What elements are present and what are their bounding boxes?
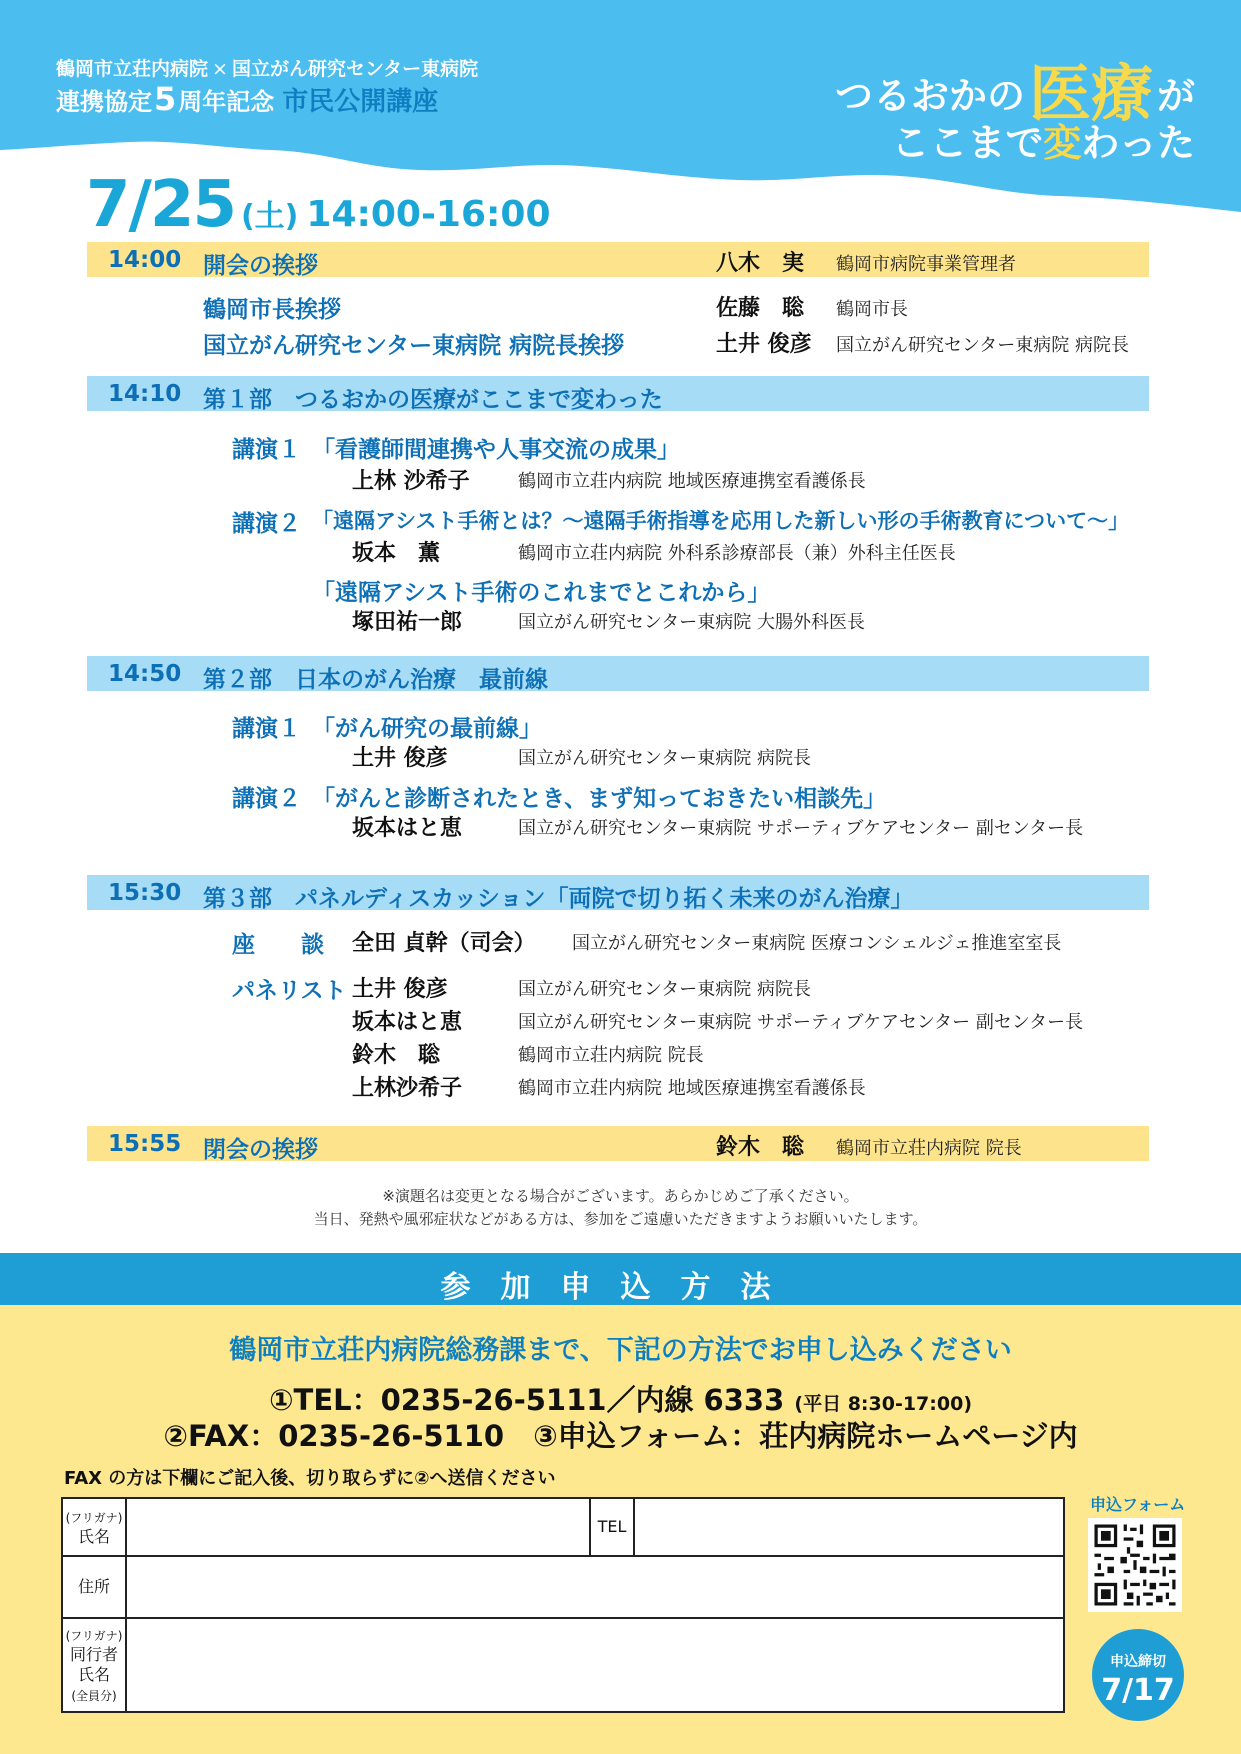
- companion-input-cell[interactable]: [126, 1618, 1064, 1712]
- address-label: 住所: [77, 1577, 110, 1596]
- anniversary-number: 5: [154, 80, 177, 118]
- apply-fax-form: ②FAX：0235-26-5110 ③申込フォーム：荘内病院ホームページ内: [163, 1419, 1078, 1453]
- qr-code-icon: [1088, 1518, 1182, 1612]
- application-form: [61, 1497, 1065, 1713]
- part1-lecture2-name: 坂本 薫: [352, 541, 441, 566]
- qr-code[interactable]: [1088, 1518, 1182, 1612]
- panelist-name: 坂本はと恵: [352, 1010, 463, 1035]
- panelist-role: 国立がん研究センター東病院 病院長: [518, 979, 811, 1000]
- header-anniversary: [56, 80, 438, 118]
- part2-lecture2-label: 講演２: [232, 786, 301, 812]
- companion-note: (全員分): [71, 1689, 117, 1703]
- part1-lecture3-name: 塚田祐一郎: [352, 610, 463, 635]
- apply-section-title: 参加申込方法: [440, 1270, 801, 1305]
- note-line1: ※演題名は変更となる場合がございます。あらかじめご了承ください。: [382, 1187, 859, 1205]
- tel-input-cell[interactable]: [634, 1498, 1064, 1556]
- opening-name: 八木 実: [716, 251, 805, 276]
- opening-title: 開会の挨拶: [203, 253, 318, 279]
- name-input-cell[interactable]: [126, 1498, 590, 1556]
- catch2-post: わった: [1081, 121, 1195, 165]
- part1-lecture2-label: 講演２: [232, 511, 301, 537]
- part2-lecture2-name: 坂本はと恵: [352, 816, 463, 841]
- part1-lecture2-title: 「遠隔アシスト手術とは？〜遠隔手術指導を応用した新しい形の手術教育について〜」: [312, 509, 1130, 533]
- deadline-label: 申込締切: [1110, 1654, 1166, 1670]
- event-date: [86, 168, 551, 242]
- part1-lecture3-role: 国立がん研究センター東病院 大腸外科医長: [518, 612, 865, 633]
- catch1-big: 医療: [1028, 57, 1153, 130]
- catch1-post: が: [1156, 74, 1195, 118]
- address-label-cell: [62, 1556, 126, 1618]
- panelist-name: 土井 俊彦: [352, 977, 448, 1002]
- mayor-name: 佐藤 聡: [716, 296, 805, 321]
- part2-lecture2-title: 「がんと診断されたとき、まず知っておきたい相談先」: [312, 786, 887, 812]
- companion-furigana-label: (フリガナ): [65, 1629, 123, 1643]
- opening-role: 鶴岡市病院事業管理者: [836, 254, 1016, 275]
- mayor-role: 鶴岡市長: [836, 299, 908, 320]
- opening-time: 14:00: [108, 247, 182, 273]
- catchphrase-line2: [891, 112, 1195, 167]
- companion-label-cell: [62, 1618, 126, 1712]
- apply-tel: ①TEL：0235-26-5111／内線 6333: [268, 1383, 785, 1417]
- closing-name: 鈴木 聡: [716, 1135, 805, 1160]
- fax-note: FAX の方は下欄にご記入後、切り取らずに②へ送信ください: [64, 1468, 556, 1489]
- apply-tel-hours: (平日 8:30-17:00): [794, 1393, 972, 1415]
- lecture-type: 市民公開講座: [282, 87, 439, 117]
- catch1-pre: つるおかの: [834, 74, 1025, 118]
- furigana-label: (フリガナ): [65, 1511, 123, 1525]
- part1-title: 第１部 つるおかの医療がここまで変わった: [203, 387, 663, 413]
- director-name: 土井 俊彦: [716, 332, 812, 357]
- cross-text: ×: [212, 58, 228, 80]
- anniversary-pre: 連携協定: [56, 88, 152, 116]
- part3-title: 第３部 パネルディスカッション「両院で切り拓く未来のがん治療」: [203, 886, 914, 912]
- part1-lecture1-role: 鶴岡市立荘内病院 地域医療連携室看護係長: [518, 471, 866, 492]
- part3-panel-label: パネリスト: [232, 978, 347, 1004]
- part2-lecture1-role: 国立がん研究センター東病院 病院長: [518, 748, 811, 769]
- part3-chair-role: 国立がん研究センター東病院 医療コンシェルジェ推進室室長: [572, 933, 1062, 954]
- mayor-title: 鶴岡市長挨拶: [203, 297, 341, 323]
- part1-lecture1-label: 講演１: [232, 437, 301, 463]
- closing-role: 鶴岡市立荘内病院 院長: [836, 1138, 1022, 1159]
- hospital1-text: 鶴岡市立荘内病院: [56, 58, 209, 80]
- part2-lecture2-role: 国立がん研究センター東病院 サポーティブケアセンター 副センター長: [518, 818, 1084, 839]
- part3-chair-label: 座 談: [232, 932, 324, 958]
- deadline-date: 7/17: [1101, 1673, 1175, 1708]
- catch2-pre: ここまで: [891, 121, 1044, 165]
- panelist-name: 鈴木 聡: [352, 1043, 441, 1068]
- catch2-highlight: 変: [1043, 121, 1082, 165]
- name-label-cell: [62, 1498, 126, 1556]
- companion-name-label: 氏名: [77, 1665, 110, 1684]
- part1-lecture1-name: 上林 沙希子: [352, 469, 470, 494]
- apply-tel-line: [0, 1378, 1241, 1419]
- director-role: 国立がん研究センター東病院 病院長: [836, 335, 1129, 356]
- part2-lecture1-name: 土井 俊彦: [352, 746, 448, 771]
- date-weekday: (土): [240, 199, 299, 234]
- panelist-name: 上林沙希子: [352, 1076, 463, 1101]
- closing-title: 閉会の挨拶: [203, 1137, 318, 1163]
- part2-title: 第２部 日本のがん治療 最前線: [203, 667, 548, 693]
- part3-time: 15:30: [108, 880, 182, 906]
- qr-label: 申込フォーム: [1090, 1495, 1186, 1514]
- part2-time: 14:50: [108, 661, 182, 687]
- panelist-role: 国立がん研究センター東病院 サポーティブケアセンター 副センター長: [518, 1012, 1084, 1033]
- panelist-role: 鶴岡市立荘内病院 院長: [518, 1045, 704, 1066]
- name-label: 氏名: [77, 1527, 110, 1546]
- part1-lecture2-role: 鶴岡市立荘内病院 外科系診療部長（兼）外科主任医長: [518, 543, 956, 564]
- part1-lecture1-title: 「看護師間連携や人事交流の成果」: [312, 437, 680, 463]
- part2-lecture1-label: 講演１: [232, 716, 301, 742]
- deadline-badge: [1092, 1629, 1184, 1721]
- part1-lecture3-title: 「遠隔アシスト手術のこれまでとこれから」: [312, 580, 771, 606]
- date-time: 14:00-16:00: [306, 194, 551, 235]
- director-title: 国立がん研究センター東病院 病院長挨拶: [203, 333, 625, 359]
- part2-lecture1-title: 「がん研究の最前線」: [312, 716, 542, 742]
- part1-time: 14:10: [108, 381, 182, 407]
- tel-label-cell: [590, 1498, 634, 1556]
- address-input-cell[interactable]: [126, 1556, 1064, 1618]
- hospital2-text: 国立がん研究センター東病院: [231, 58, 479, 80]
- part3-chair-name: 全田 貞幹（司会）: [352, 931, 536, 956]
- tel-label: TEL: [597, 1517, 627, 1536]
- date-day: 7/25: [86, 168, 235, 242]
- panelist-role: 鶴岡市立荘内病院 地域医療連携室看護係長: [518, 1078, 866, 1099]
- closing-time: 15:55: [108, 1131, 182, 1157]
- companion-label: 同行者: [69, 1645, 118, 1664]
- apply-instruction: 鶴岡市立荘内病院総務課まで、下記の方法でお申し込みください: [229, 1335, 1012, 1366]
- anniversary-post: 周年記念: [178, 88, 275, 116]
- header-hospitals: [56, 54, 478, 81]
- note-line2: 当日、発熱や風邪症状などがある方は、参加をご遠慮いただきますようお願いいたします。: [313, 1210, 928, 1228]
